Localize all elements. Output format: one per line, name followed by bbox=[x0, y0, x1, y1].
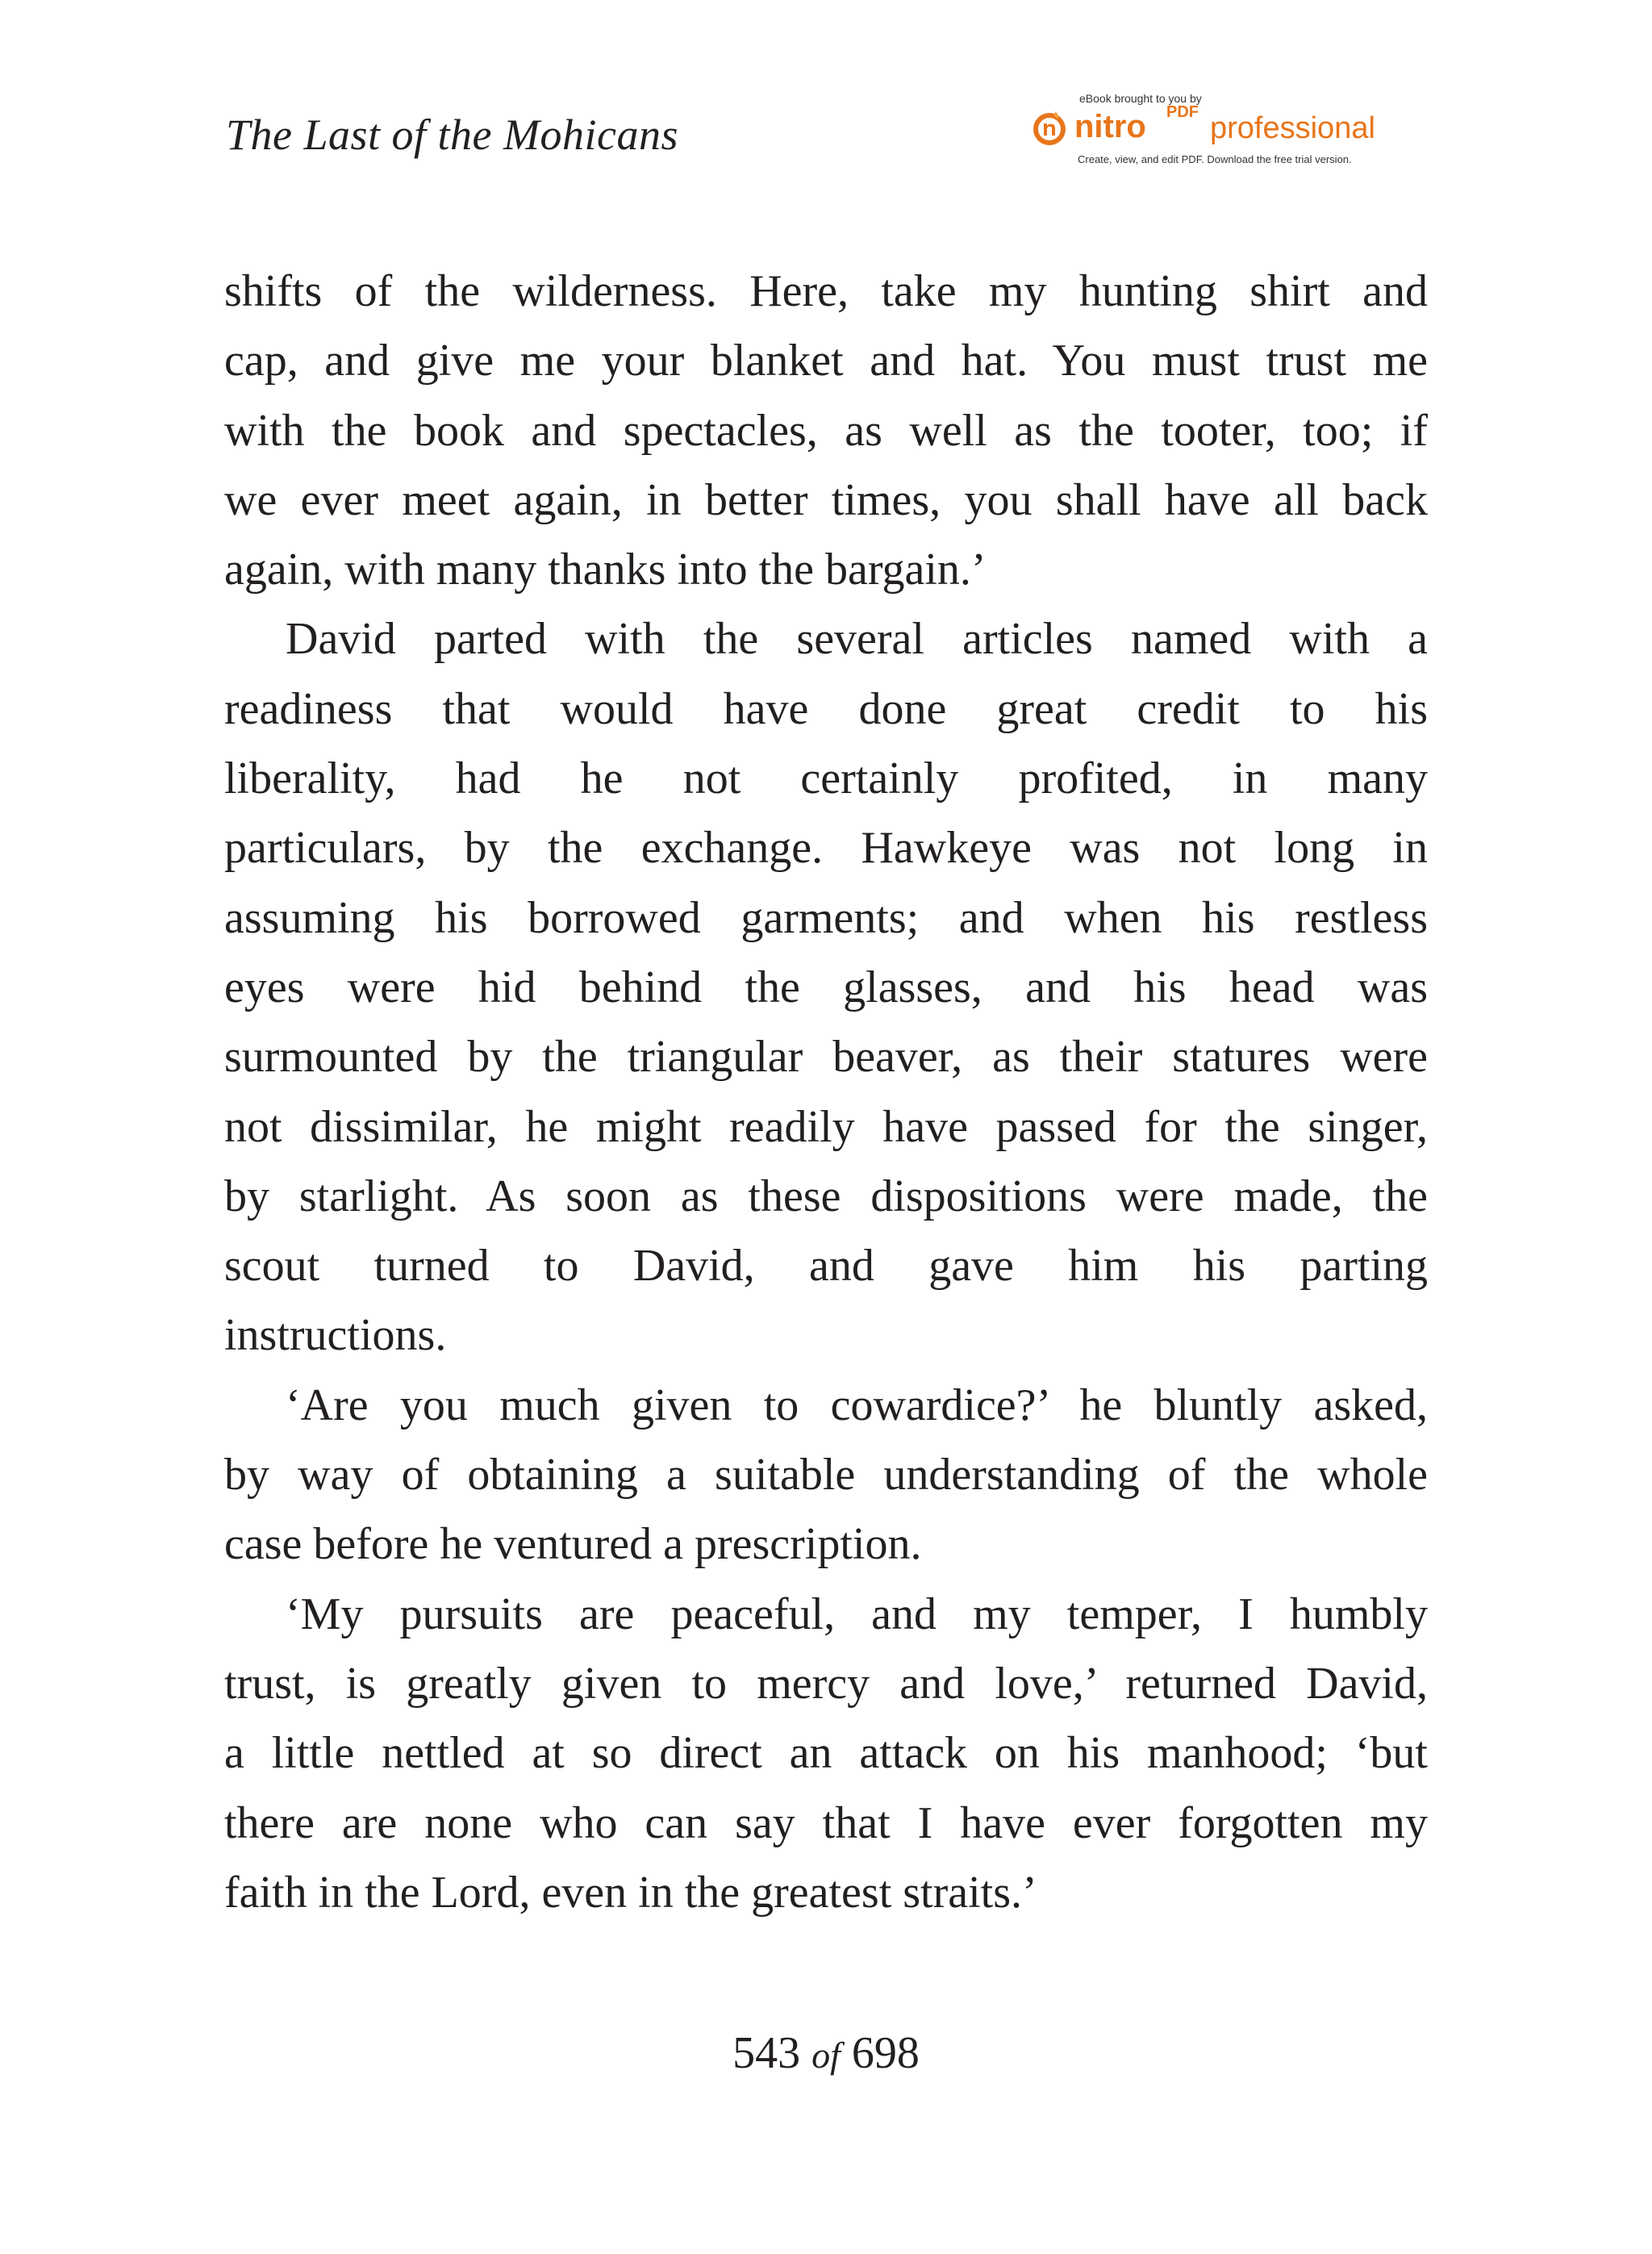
body-text bbox=[224, 257, 1428, 1927]
text-line: faith in the Lord, even in the greatest straits.’ bbox=[224, 1867, 1037, 1918]
text-line: David parted with the several articles named with a bbox=[286, 614, 1428, 665]
text-line: readiness that would have done great credit to his bbox=[224, 683, 1428, 734]
text-line: ‘Are you much given to cowardice?’ he bluntly asked, bbox=[286, 1380, 1428, 1430]
text-line: case before he ventured a prescription. bbox=[224, 1519, 922, 1570]
text-line: by way of obtaining a suitable understanding of the whole bbox=[224, 1450, 1428, 1501]
text-line: not dissimilar, he might readily have passed for the singer, bbox=[224, 1101, 1428, 1152]
text-line: surmounted by the triangular beaver, as their statures were bbox=[224, 1032, 1428, 1083]
text-line: instructions. bbox=[224, 1310, 447, 1361]
text-line: we ever meet again, in better times, you shall have all back bbox=[224, 474, 1428, 525]
badge-brand: nitro bbox=[1074, 109, 1146, 144]
nitro-logo-icon bbox=[1031, 110, 1068, 147]
text-line: cap, and give me your blanket and hat. You must trust me bbox=[224, 336, 1428, 386]
text-line: a little nettled at so direct an attack on his manhood; ‘but bbox=[224, 1728, 1428, 1779]
badge-product: professional bbox=[1210, 111, 1375, 145]
page-number bbox=[0, 2025, 1652, 2084]
nitro-pdf-badge[interactable] bbox=[1031, 92, 1410, 173]
text-line: assuming his borrowed garments; and when his restless bbox=[224, 892, 1428, 943]
text-line: again, with many thanks into the bargain.’ bbox=[224, 545, 987, 595]
text-line: shifts of the wilderness. Here, take my hunting shirt and bbox=[224, 266, 1428, 316]
page-of: of bbox=[811, 2035, 841, 2076]
badge-top-line: eBook brought to you by bbox=[1079, 92, 1202, 105]
current-page: 543 bbox=[732, 2028, 801, 2078]
text-line: ‘My pursuits are peaceful, and my temper, I humbly bbox=[286, 1588, 1428, 1639]
text-line: liberality, had he not certainly profited, in many bbox=[224, 753, 1428, 804]
book-title: The Last of the Mohicans bbox=[226, 111, 678, 159]
text-line: eyes were hid behind the glasses, and his head was bbox=[224, 962, 1428, 1012]
text-line: with the book and spectacles, as well as the tooter, too; if bbox=[224, 405, 1428, 456]
badge-brand-sup: PDF bbox=[1166, 103, 1199, 121]
total-pages: 698 bbox=[851, 2028, 920, 2078]
text-line: scout turned to David, and gave him his parting bbox=[224, 1241, 1428, 1292]
text-line: by starlight. As soon as these dispositions were made, the bbox=[224, 1171, 1428, 1221]
text-line: there are none who can say that I have ever forgotten my bbox=[224, 1797, 1428, 1848]
text-line: particulars, by the exchange. Hawkeye was not long in bbox=[224, 823, 1428, 874]
badge-tagline: Create, view, and edit PDF. Download the free trial version. bbox=[1078, 153, 1352, 165]
text-line: trust, is greatly given to mercy and love,’ returned David, bbox=[224, 1658, 1428, 1709]
